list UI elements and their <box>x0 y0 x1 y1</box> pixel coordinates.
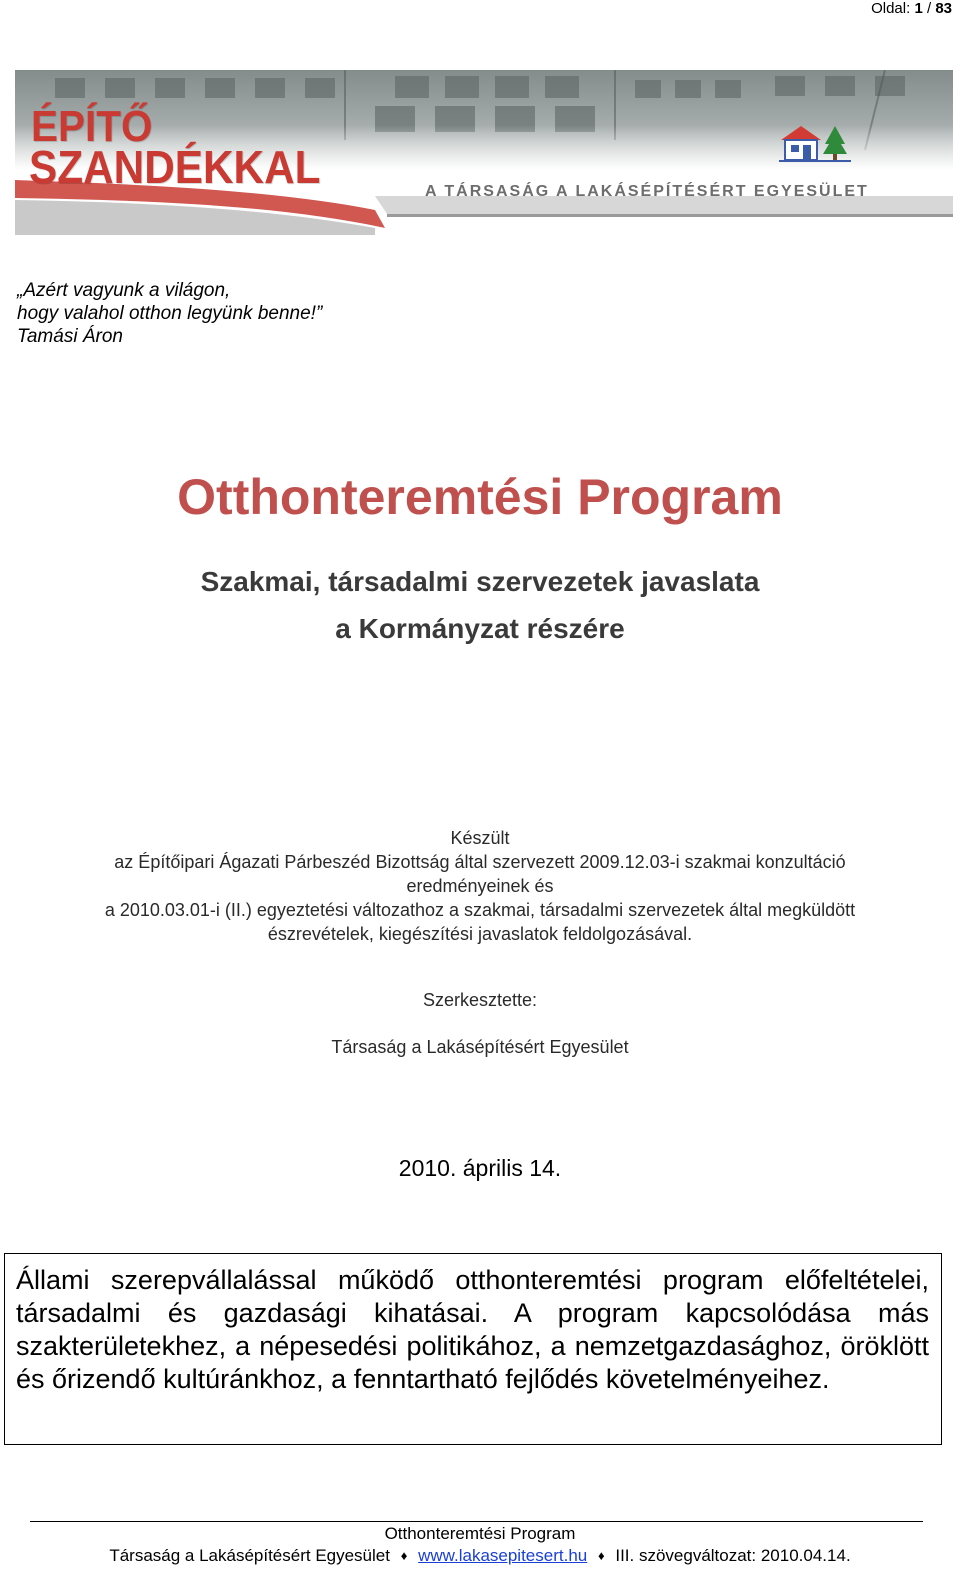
document-date: 2010. április 14. <box>398 1155 562 1181</box>
diamond-separator-icon: ♦ <box>400 1548 408 1563</box>
document-title: Otthonteremtési Program <box>177 469 783 525</box>
footer-title: Otthonteremtési Program <box>384 1524 576 1543</box>
prepared-line3: eredményeinek és <box>406 876 554 896</box>
quote-author: Tamási Áron <box>17 326 123 347</box>
association-name: A TÁRSASÁG A LAKÁSÉPÍTÉSÉRT EGYESÜLET <box>425 183 869 200</box>
logo-text-line1: ÉPÍTŐ <box>31 102 153 151</box>
quote-line1: „Azért vagyunk a világon, <box>17 280 231 301</box>
house-tree-icon <box>775 118 855 168</box>
page-label: Oldal: <box>871 0 911 17</box>
footer-divider <box>30 1521 923 1522</box>
subtitle-line1: Szakmai, társadalmi szervezetek javaslata <box>200 566 760 597</box>
header-banner <box>15 70 953 235</box>
website-link[interactable]: www.lakasepitesert.hu <box>418 1546 588 1565</box>
motto-quote <box>17 279 322 348</box>
diamond-separator-icon: ♦ <box>597 1548 605 1563</box>
footer-info <box>0 1546 960 1566</box>
editor-name: Társaság a Lakásépítésért Egyesület <box>331 1037 629 1057</box>
summary-text: Állami szerepvállalással működő otthonteremtési program előfeltételei, társadalmi és gazdasági kihatásai. A program kapcsolódása más szakterületekhez, a népesedési politikához, a nemzetgazdasághoz, öröklött és őrizendő kultúránkhoz, a fenntartható fejlődés követelményeihez. <box>16 1265 929 1394</box>
prepared-line2: az Építőipari Ágazati Párbeszéd Bizottság által szervezett 2009.12.03-i szakmai konzultáció <box>114 852 846 872</box>
summary-box <box>4 1253 942 1445</box>
subtitle-line2: a Kormányzat részére <box>335 613 625 644</box>
page-indicator <box>871 0 952 17</box>
footer-org: Társaság a Lakásépítésért Egyesület <box>109 1546 390 1565</box>
page-total: 83 <box>935 0 952 17</box>
prepared-line5: észrevételek, kiegészítési javaslatok feldolgozásával. <box>267 924 693 944</box>
footer-version: III. szövegváltozat: 2010.04.14. <box>615 1546 851 1565</box>
logo-text-line2: SZANDÉKKAL <box>29 141 321 193</box>
editor-label: Szerkesztette: <box>422 990 538 1010</box>
preparation-note <box>40 826 920 946</box>
page-current: 1 <box>914 0 923 17</box>
page-separator: / <box>926 0 932 17</box>
prepared-line1: Készült <box>450 828 510 848</box>
prepared-line4: a 2010.03.01-i (II.) egyeztetési változathoz a szakmai, társadalmi szervezetek által megküldött <box>104 900 856 920</box>
quote-line2: hogy valahol otthon legyünk benne!” <box>17 303 323 324</box>
document-subtitle <box>0 558 960 652</box>
